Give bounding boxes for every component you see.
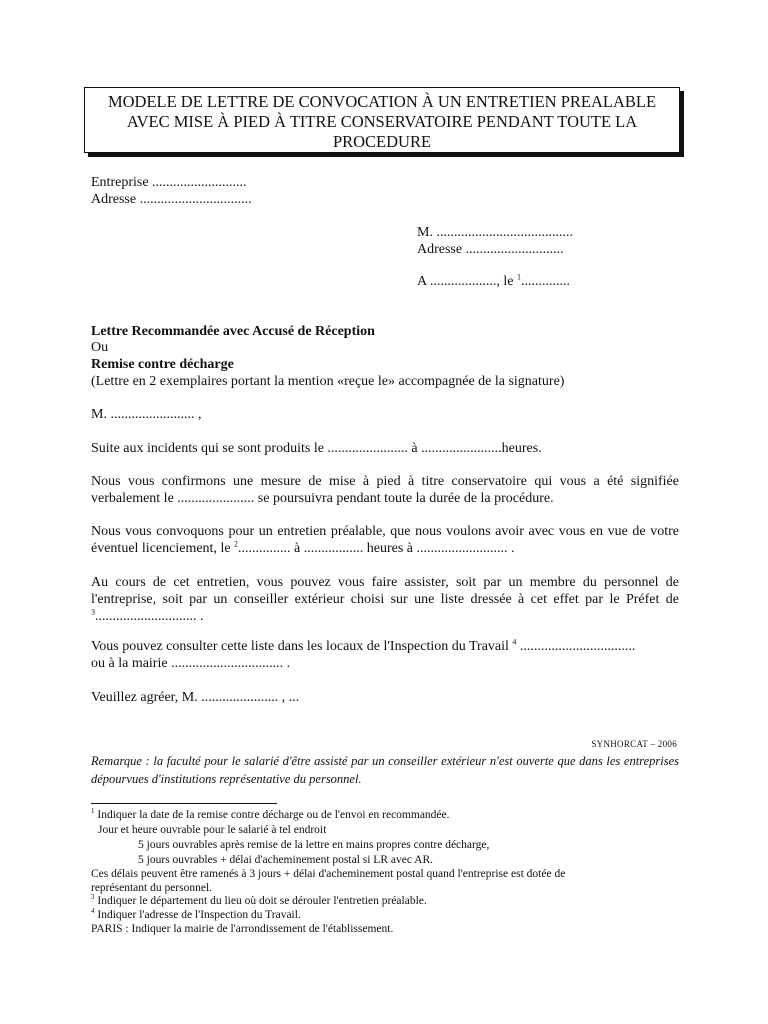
footnote-paris: PARIS : Indiquer la mairie de l'arrondissement de l'établissement. (91, 923, 394, 935)
delivery-hand: Remise contre décharge (91, 357, 234, 372)
footnote-4-text: Indiquer l'adresse de l'Inspection du Travail. (94, 909, 301, 921)
footnote-1-line-5: Ces délais peuvent être ramenés à 3 jours + délai d'acheminement postal quand l'entreprise est dotée de (91, 868, 566, 880)
consult-text: Vous pouvez consulter cette liste dans les locaux de l'Inspection du Travail (91, 639, 513, 654)
convocation-details: ............... à ................. heures à .......................... . (238, 541, 515, 556)
assistance-text: Au cours de cet entretien, vous pouvez vous faire assister, soit par un membre du personnel de l'entreprise, soit par un conseiller extérieur choisi sur une liste dressée à cet effet par le Préfet de (91, 575, 679, 607)
consult-dots: ................................. (516, 639, 636, 654)
credit: SYNHORCAT – 2006 (591, 739, 677, 749)
footnote-1-text: Indiquer la date de la remise contre décharge ou de l'envoi en recommandée. (94, 809, 450, 821)
remark (91, 752, 679, 788)
footnote-1-line-4: 5 jours ouvrables + délai d'acheminement postal si LR avec AR. (138, 854, 434, 866)
place-date (417, 274, 570, 290)
paragraph-assistance (91, 574, 679, 625)
footnote-3 (91, 894, 427, 909)
footnote-1-mark: 1 (91, 807, 95, 816)
footnote-4 (91, 908, 301, 923)
title-line-2: AVEC MISE À PIED À TITRE CONSERVATOIRE PENDANT TOUTE LA (126, 112, 638, 131)
paragraph-incidents: Suite aux incidents qui se sont produits le ....................... à .......................heures. (91, 441, 542, 456)
document-title (84, 87, 680, 153)
assistance-dots: ............................. . (95, 609, 204, 624)
consult-mairie: ou à la mairie ................................ . (91, 656, 291, 671)
delivery-or: Ou (91, 340, 109, 355)
footnote-4-mark: 4 (91, 907, 95, 916)
footnote-3-text: Indiquer le département du lieu où doit se dérouler l'entretien préalable. (94, 895, 427, 907)
delivery-note: (Lettre en 2 exemplaires portant la mention «reçue le» accompagnée de la signature) (91, 374, 565, 389)
paragraph-convocation (91, 523, 679, 557)
footnote-1-line-2: Jour et heure ouvrable pour le salarié à tel endroit (98, 824, 327, 836)
delivery-registered: Lettre Recommandée avec Accusé de Réception (91, 324, 375, 339)
title-line-1: MODELE DE LETTRE DE CONVOCATION À UN ENTRETIEN PREALABLE (107, 92, 657, 111)
salutation: M. ........................ , (91, 407, 202, 422)
sender-address: Adresse ................................ (91, 192, 252, 207)
footnote-ref-2: 2 (234, 539, 239, 549)
remark-text: la faculté pour le salarié d'être assisté par un conseiller extérieur n'est ouverte que dans les entreprises dépourvues d'institutions représentative du personnel. (91, 754, 679, 786)
footnote-1 (91, 808, 450, 823)
footnote-separator (91, 803, 277, 804)
convocation-text: Nous vous convoquons pour un entretien préalable, que nous voulons avoir avec vous en vue de votre éventuel licenciement, le (91, 524, 679, 556)
footnote-ref-3: 3 (91, 607, 95, 617)
paragraph-consult-list (91, 639, 635, 655)
place-date-suffix: .............. (520, 274, 570, 289)
closing: Veuillez agréer, M. ...................... , ... (91, 690, 300, 705)
title-line-3: PROCEDURE (332, 132, 432, 151)
paragraph-suspension: Nous vous confirmons une mesure de mise à pied à titre conservatoire qui vous a été signifiée verbalement le ...................... se poursuivra pendant toute la durée de la procédure. (91, 474, 679, 506)
footnote-ref-4: 4 (512, 637, 517, 647)
footnote-1-line-6: représentant du personnel. (91, 882, 213, 894)
remark-label: Remarque : (91, 754, 150, 768)
footnote-1-line-3: 5 jours ouvrables après remise de la lettre en mains propres contre décharge, (138, 839, 490, 851)
sender-company: Entreprise ........................... (91, 175, 247, 190)
footnote-3-mark: 3 (91, 893, 95, 902)
recipient-address: Adresse ............................ (417, 242, 564, 257)
recipient-name: M. ....................................... (417, 225, 573, 240)
place-date-prefix: A ..................., le (417, 274, 517, 289)
footnote-ref-1: 1 (516, 272, 521, 282)
